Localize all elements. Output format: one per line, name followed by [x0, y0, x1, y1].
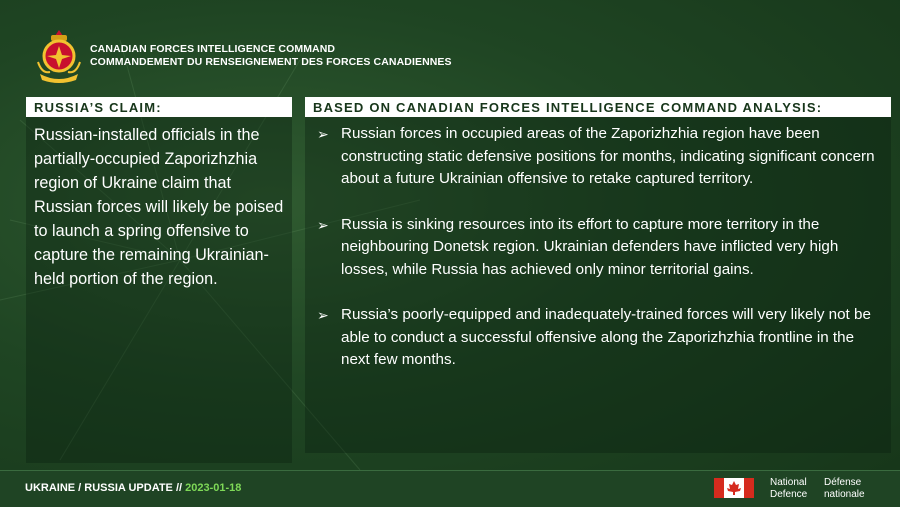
org-name-english: CANADIAN FORCES INTELLIGENCE COMMAND	[90, 43, 336, 55]
org-name-french: COMMANDEMENT DU RENSEIGNEMENT DES FORCES CANADIENNES	[90, 56, 452, 68]
analysis-bullet-list	[305, 117, 891, 372]
analysis-bullet-text: Russia is sinking resources into its effort to capture more territory in the neighbouring Donetsk region. Ukrainian defenders have inflicted very high losses, while Russia has achieved only minor territorial gains.	[341, 215, 839, 278]
dept-name-french	[824, 477, 865, 501]
header	[36, 26, 452, 86]
russia-claim-panel	[26, 97, 292, 463]
analysis-bullet	[317, 214, 881, 282]
dept-name-english	[770, 477, 807, 501]
arrow-bullet-icon: ➢	[317, 307, 329, 323]
update-label: UKRAINE / RUSSIA UPDATE //	[25, 482, 183, 494]
russia-claim-text: Russian-installed officials in the partially-occupied Zaporizhzhia region of Ukraine claim that Russian forces will likely be poised to launch a spring offensive to capture the remaining Ukrainian-held portion of the region.	[34, 126, 284, 288]
org-name	[90, 43, 452, 69]
dept-en-line-2: Defence	[770, 489, 808, 500]
analysis-bullet-text: Russia’s poorly-equipped and inadequately-trained forces will very likely not be able to conduct a successful offensive along the Zaporizhzhia frontline in the next few months.	[341, 306, 871, 368]
canada-flag-icon	[714, 478, 754, 498]
analysis-bullet-text: Russian forces in occupied areas of the Zaporizhzhia region have been constructing static defensive positions for months, indicating significant concern about a future Ukrainian offensive to retake captured territory.	[341, 125, 875, 187]
footer	[0, 470, 900, 507]
arrow-bullet-icon: ➢	[317, 216, 329, 233]
cfint-com-crest-icon	[36, 28, 82, 84]
russia-claim-heading: RUSSIA’S CLAIM:	[26, 97, 292, 117]
dept-fr-line-1: Défense	[824, 477, 862, 488]
analysis-bullet	[317, 123, 881, 191]
analysis-heading: BASED ON CANADIAN FORCES INTELLIGENCE COMMAND ANALYSIS:	[305, 97, 891, 117]
analysis-bullet	[317, 304, 881, 372]
analysis-panel	[305, 97, 891, 453]
arrow-bullet-icon: ➢	[317, 126, 329, 142]
update-title	[25, 482, 241, 494]
update-date: 2023-01-18	[185, 482, 242, 494]
dept-fr-line-2: nationale	[824, 489, 865, 500]
dept-en-line-1: National	[770, 477, 807, 488]
